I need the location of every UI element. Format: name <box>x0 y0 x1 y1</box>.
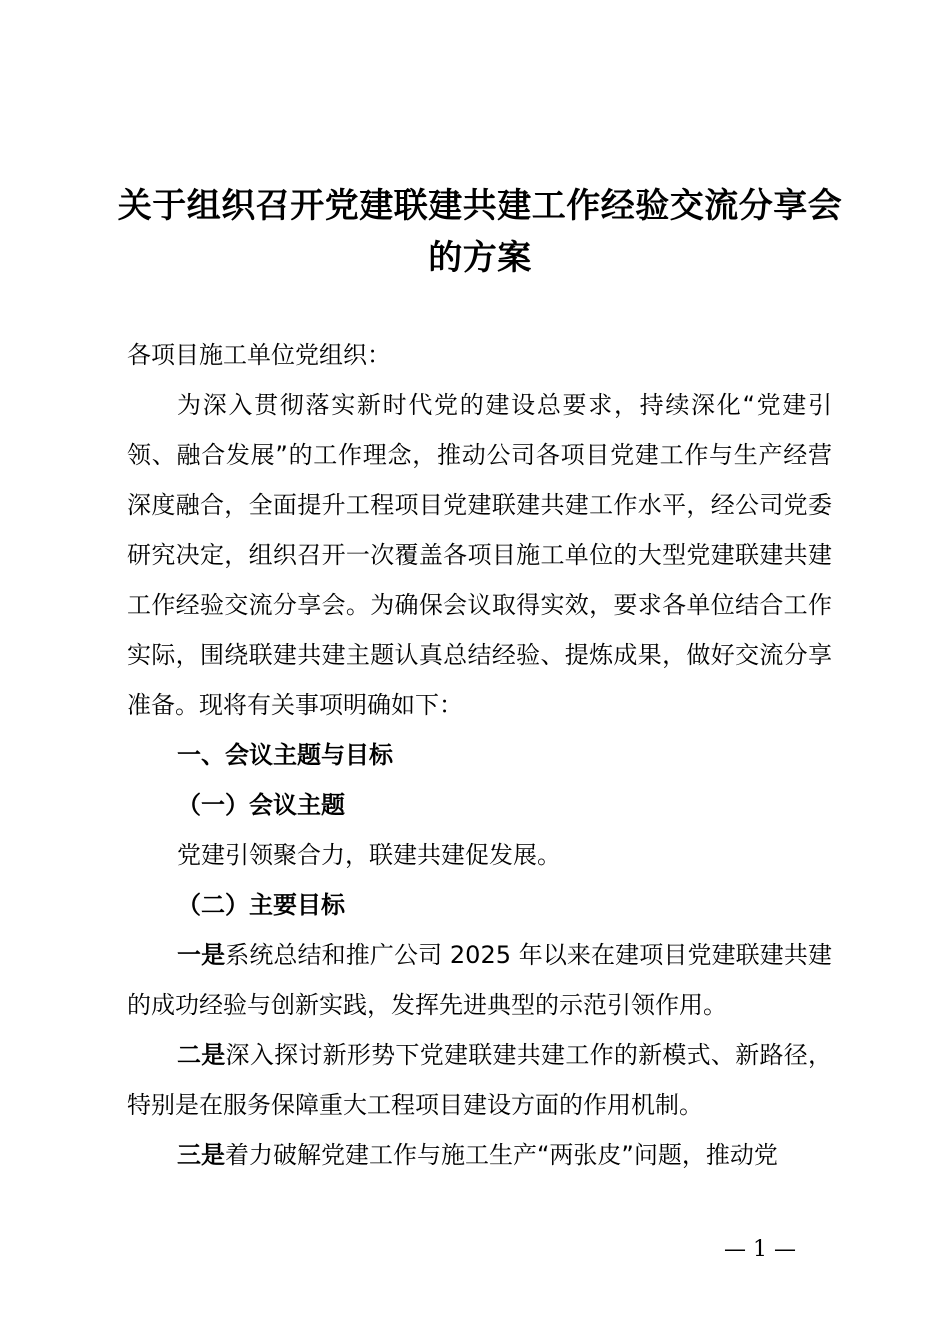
salutation: 各项目施工单位党组织： <box>127 341 391 369</box>
goal-paragraph-3 <box>127 1130 832 1180</box>
intro-paragraph: 为深入贯彻落实新时代党的建设总要求，持续深化“党建引领、融合发展”的工作理念，推动公司各项目党建工作与生产经营深度融合，全面提升工程项目党建联建共建工作水平，经公司党委研究决定，组织召开一次覆盖各项目施工单位的大型党建联建共建工作经验交流分享会。为确保会议取得实效，要求各单位结合工作实际，围绕联建共建主题认真总结经验、提炼成果，做好交流分享准备。现将有关事项明确如下： <box>127 391 832 719</box>
goal-lead-1: 一是 <box>177 941 226 969</box>
goal-paragraph-2 <box>127 1030 832 1130</box>
subsection-heading-goals: （二）主要目标 <box>177 891 345 919</box>
section-heading-1: 一、会议主题与目标 <box>177 741 393 769</box>
goal-text-2: 深入探讨新形势下党建联建共建工作的新模式、新路径，特别是在服务保障重大工程项目建设方面的作用机制。 <box>127 1041 833 1119</box>
goal-lead-2: 二是 <box>177 1041 226 1069</box>
theme-paragraph: 党建引领聚合力，联建共建促发展。 <box>177 841 561 869</box>
goal-paragraph-1 <box>127 930 832 1030</box>
goal-text-3: 着力破解党建工作与施工生产“两张皮”问题，推动党 <box>225 1141 778 1169</box>
goal-text-1: 系统总结和推广公司 2025 年以来在建项目党建联建共建的成功经验与创新实践，发挥先进典型的示范引领作用。 <box>127 941 832 1019</box>
goal-lead-3: 三是 <box>177 1141 225 1169</box>
document-title: 关于组织召开党建联建共建工作经验交流分享会的方案 <box>117 186 843 278</box>
subsection-heading-theme: （一）会议主题 <box>177 791 345 819</box>
document-body <box>127 330 832 1180</box>
page-number: — 1 — <box>724 1237 796 1262</box>
